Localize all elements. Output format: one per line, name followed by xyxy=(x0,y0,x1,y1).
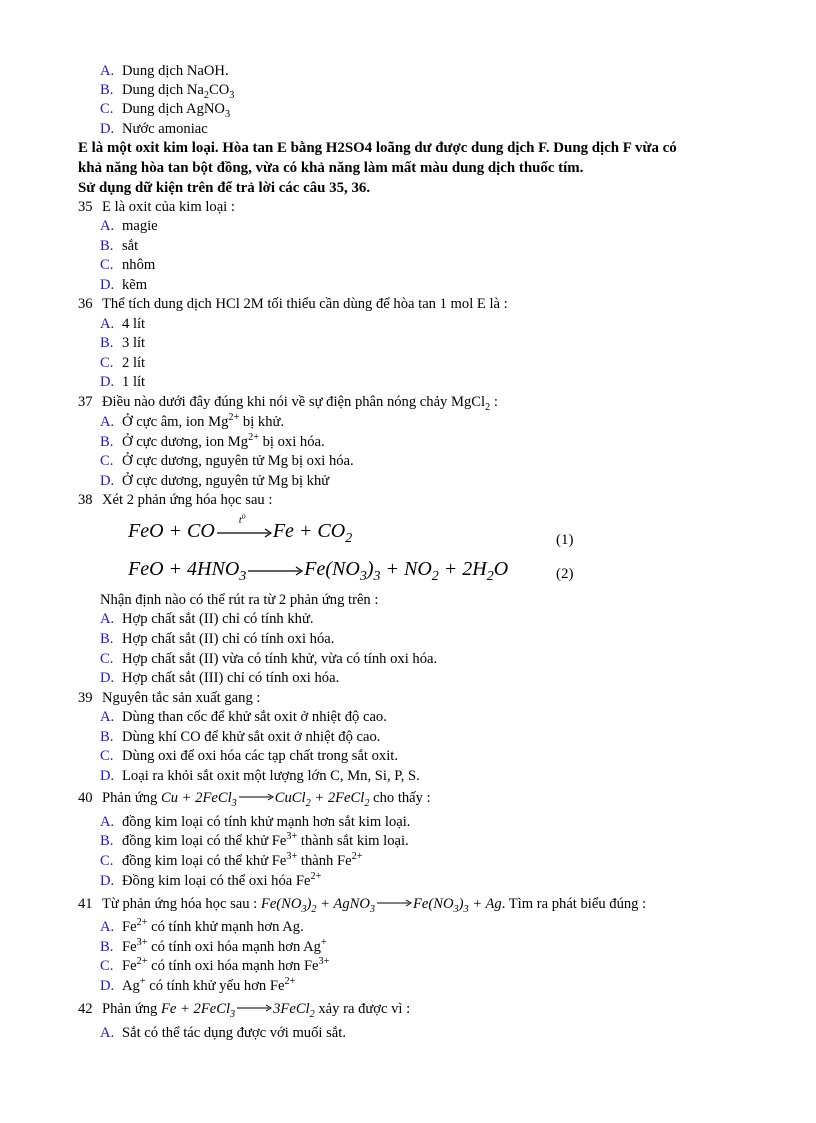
option-d: D. Loại ra khỏi sắt oxit một lượng lớn C, Mn, Si, P, S. xyxy=(100,768,420,784)
option-c: C. nhôm xyxy=(100,257,156,273)
equation-1: FeO + CO $t^o$ $Fe + CO_2$ xyxy=(128,512,353,546)
option-c: C. Dung dịch AgNO$_3$ xyxy=(100,101,231,120)
question-38-prompt: Nhận định nào có thể rút ra từ 2 phản ứng trên : xyxy=(100,592,379,608)
option-a: A. đồng kim loại có tính khử mạnh hơn sắt kim loại. xyxy=(100,814,411,830)
option-d: D. Ag+ có tính khử yếu hơn $Fe^{2+}$ xyxy=(100,976,296,994)
option-a: A. $Fe^{2+}$ có tính khử mạnh hơn Ag. xyxy=(100,917,304,935)
option-c: C. $Fe^{2+}$ có tính oxi hóa mạnh hơn $Fe^{3+}$ xyxy=(100,956,330,974)
intro-line-1: E là một oxit kim loại. Hòa tan E bằng H2SO4 loãng dư được dung dịch F. Dung dịch F vừa có xyxy=(78,140,677,156)
option-b: B. 3 lít xyxy=(100,335,146,351)
option-a: A. Dung dịch NaOH. xyxy=(100,63,229,79)
option-b: B. đồng kim loại có thể khử $Fe^{3+}$ thành sắt kim loại. xyxy=(100,831,409,849)
option-b: B. Dùng khí CO để khử sắt oxit ở nhiệt độ cao. xyxy=(100,729,381,745)
question-35: 35 E là oxit của kim loại : xyxy=(78,199,235,215)
question-41: 41 Từ phản ứng hóa học sau : $Fe(NO_3)_2$ + AgNO$_3$ $Fe(NO_3)_3 + Ag$. Tìm ra phát biểu đúng : xyxy=(78,896,647,915)
question-42: 42 Phản ứng Fe + 2FeCl$_3$ 3FeCl$_2$ xảy ra được vì : xyxy=(78,1001,411,1020)
question-36: 36 Thể tích dung dịch HCl 2M tối thiểu cần dùng để hòa tan 1 mol E là : xyxy=(78,296,508,312)
equation-2: FeO + $4HNO_3$ $Fe(NO_3)_3 + NO_2 + 2H_2O$ xyxy=(128,558,509,584)
option-c: C. đồng kim loại có thể khử $Fe^{3+}$ thành $Fe^{2+}$ xyxy=(100,851,363,869)
arrow-icon xyxy=(375,895,413,914)
question-39: 39 Nguyên tắc sản xuất gang : xyxy=(78,690,261,706)
option-b: B. $Fe^{3+}$ có tính oxi hóa mạnh hơn Ag+ xyxy=(100,937,327,955)
option-d: D. 1 lít xyxy=(100,374,146,390)
question-38: 38 Xét 2 phản ứng hóa học sau : xyxy=(78,492,273,508)
option-d: D. Đồng kim loại có thể oxi hóa $Fe^{2+}$ xyxy=(100,871,322,889)
option-b: B. Dung dịch $Na_2CO_3$ xyxy=(100,82,235,101)
option-d: D. kẽm xyxy=(100,277,148,293)
option-d: D. Nước amoniac xyxy=(100,121,208,137)
option-a: A. magie xyxy=(100,218,158,234)
option-b: B. sắt xyxy=(100,238,139,254)
question-37: 37 Điều nào dưới đây đúng khi nói về sự điện phân nóng chảy MgCl$_2$ : xyxy=(78,394,498,413)
question-40: 40 Phản ứng Cu + 2FeCl$_3$ CuCl$_2$ + 2FeCl$_2$ cho thấy : xyxy=(78,790,431,809)
arrow-icon xyxy=(246,563,304,577)
arrow-icon xyxy=(235,1000,273,1019)
option-c: C. 2 lít xyxy=(100,355,146,371)
option-c: C. Hợp chất sắt (II) vừa có tính khử, vừa có tính oxi hóa. xyxy=(100,651,438,667)
option-d: D. Hợp chất sắt (III) chỉ có tính oxi hóa. xyxy=(100,670,340,686)
option-a: A. Dùng than cốc để khử sắt oxit ở nhiệt độ cao. xyxy=(100,709,387,725)
intro-line-3: Sử dụng dữ kiện trên để trả lời các câu 35, 36. xyxy=(78,180,371,196)
equation-1-number: (1) xyxy=(556,532,574,548)
arrow-icon xyxy=(237,789,275,808)
equation-2-number: (2) xyxy=(556,566,574,582)
option-c: C. Ở cực dương, nguyên tử Mg bị oxi hóa. xyxy=(100,453,354,469)
option-c: C. Dùng oxi để oxi hóa các tạp chất trong sắt oxit. xyxy=(100,748,398,764)
option-b: B. Ở cực dương, ion $Mg^{2+}$ bị oxi hóa. xyxy=(100,432,325,450)
option-a: A. Sắt có thể tác dụng được với muối sắt. xyxy=(100,1025,346,1041)
intro-line-2: khả năng hòa tan bột đồng, vừa có khả năng làm mất màu dung dịch thuốc tím. xyxy=(78,160,584,176)
option-a: A. 4 lít xyxy=(100,316,146,332)
arrow-icon: $t^o$ xyxy=(215,525,273,539)
option-d: D. Ở cực dương, nguyên tử Mg bị khử xyxy=(100,473,330,489)
option-b: B. Hợp chất sắt (II) chỉ có tính oxi hóa. xyxy=(100,631,335,647)
option-a: A. Ở cực âm, ion $Mg^{2+}$ bị khử. xyxy=(100,412,285,430)
option-a: A. Hợp chất sắt (II) chỉ có tính khử. xyxy=(100,611,314,627)
